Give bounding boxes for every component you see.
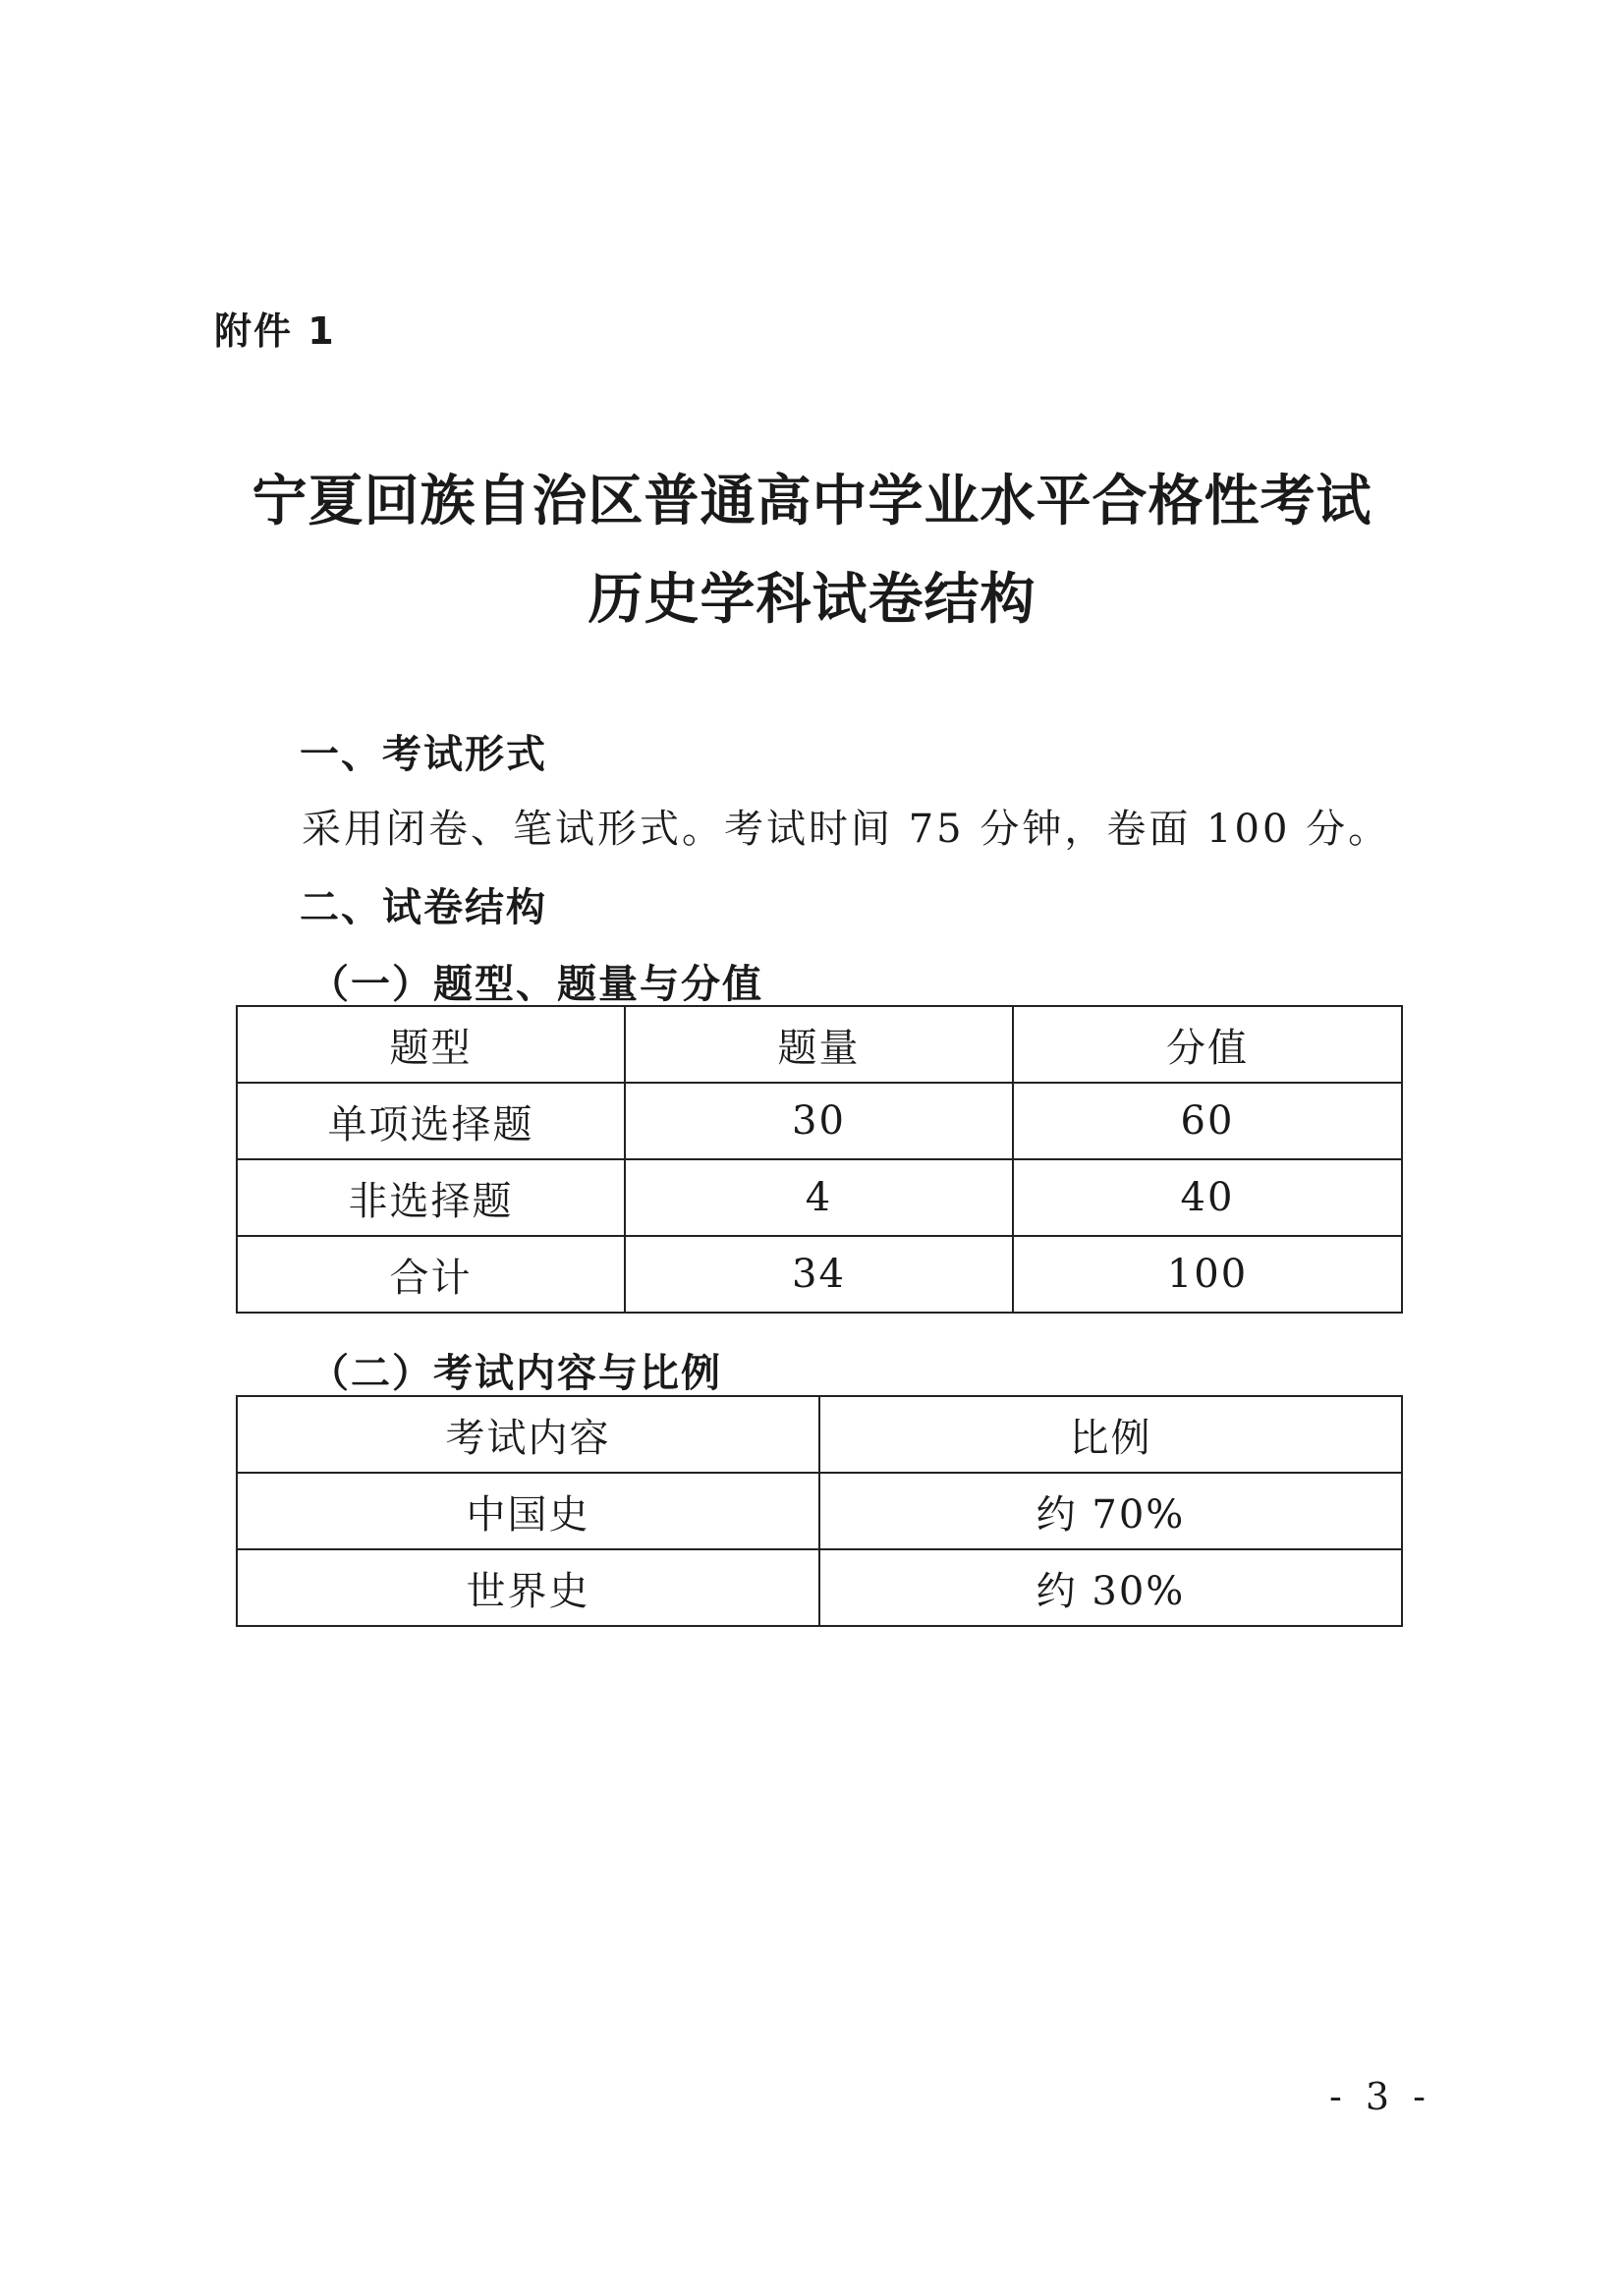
table-row bbox=[237, 1473, 1402, 1549]
header-cell-question-type: 题型 bbox=[237, 1006, 625, 1083]
table-row bbox=[237, 1236, 1402, 1313]
table-cell: 4 bbox=[625, 1159, 1013, 1236]
header-cell-score: 分值 bbox=[1013, 1006, 1402, 1083]
table-cell: 中国史 bbox=[237, 1473, 819, 1549]
table-cell: 合计 bbox=[237, 1236, 625, 1313]
table-cell: 100 bbox=[1013, 1236, 1402, 1313]
table-cell: 约 70% bbox=[819, 1473, 1402, 1549]
table-cell: 约 30% bbox=[819, 1549, 1402, 1626]
attachment-label: 附件 1 bbox=[214, 309, 336, 353]
table-cell: 40 bbox=[1013, 1159, 1402, 1236]
table-cell: 世界史 bbox=[237, 1549, 819, 1626]
table-row bbox=[237, 1159, 1402, 1236]
header-cell-exam-content: 考试内容 bbox=[237, 1396, 819, 1473]
header-cell-proportion: 比例 bbox=[819, 1396, 1402, 1473]
table-row bbox=[237, 1549, 1402, 1626]
header-cell-question-count: 题量 bbox=[625, 1006, 1013, 1083]
table-cell: 34 bbox=[625, 1236, 1013, 1313]
section-heading-paper-structure: 二、试卷结构 bbox=[300, 885, 547, 930]
section-heading-exam-format: 一、考试形式 bbox=[300, 732, 547, 777]
table-cell: 30 bbox=[625, 1083, 1013, 1159]
page-number: - 3 - bbox=[1328, 2075, 1431, 2118]
document-title-line-1: 宁夏回族自治区普通高中学业水平合格性考试 bbox=[252, 470, 1372, 533]
table-cell: 非选择题 bbox=[237, 1159, 625, 1236]
table-header-row bbox=[237, 1396, 1402, 1473]
question-types-table bbox=[236, 1005, 1403, 1314]
table-cell: 60 bbox=[1013, 1083, 1402, 1159]
content-proportion-table bbox=[236, 1395, 1403, 1627]
document-title-line-2: 历史学科试卷结构 bbox=[588, 568, 1036, 632]
exam-format-text: 采用闭卷、笔试形式。考试时间 75 分钟，卷面 100 分。 bbox=[302, 807, 1391, 852]
table-row bbox=[237, 1083, 1402, 1159]
table-cell: 单项选择题 bbox=[237, 1083, 625, 1159]
subheading-question-types: （一）题型、题量与分值 bbox=[309, 962, 763, 1007]
table-header-row bbox=[237, 1006, 1402, 1083]
subheading-content-proportion: （二）考试内容与比例 bbox=[309, 1351, 722, 1396]
